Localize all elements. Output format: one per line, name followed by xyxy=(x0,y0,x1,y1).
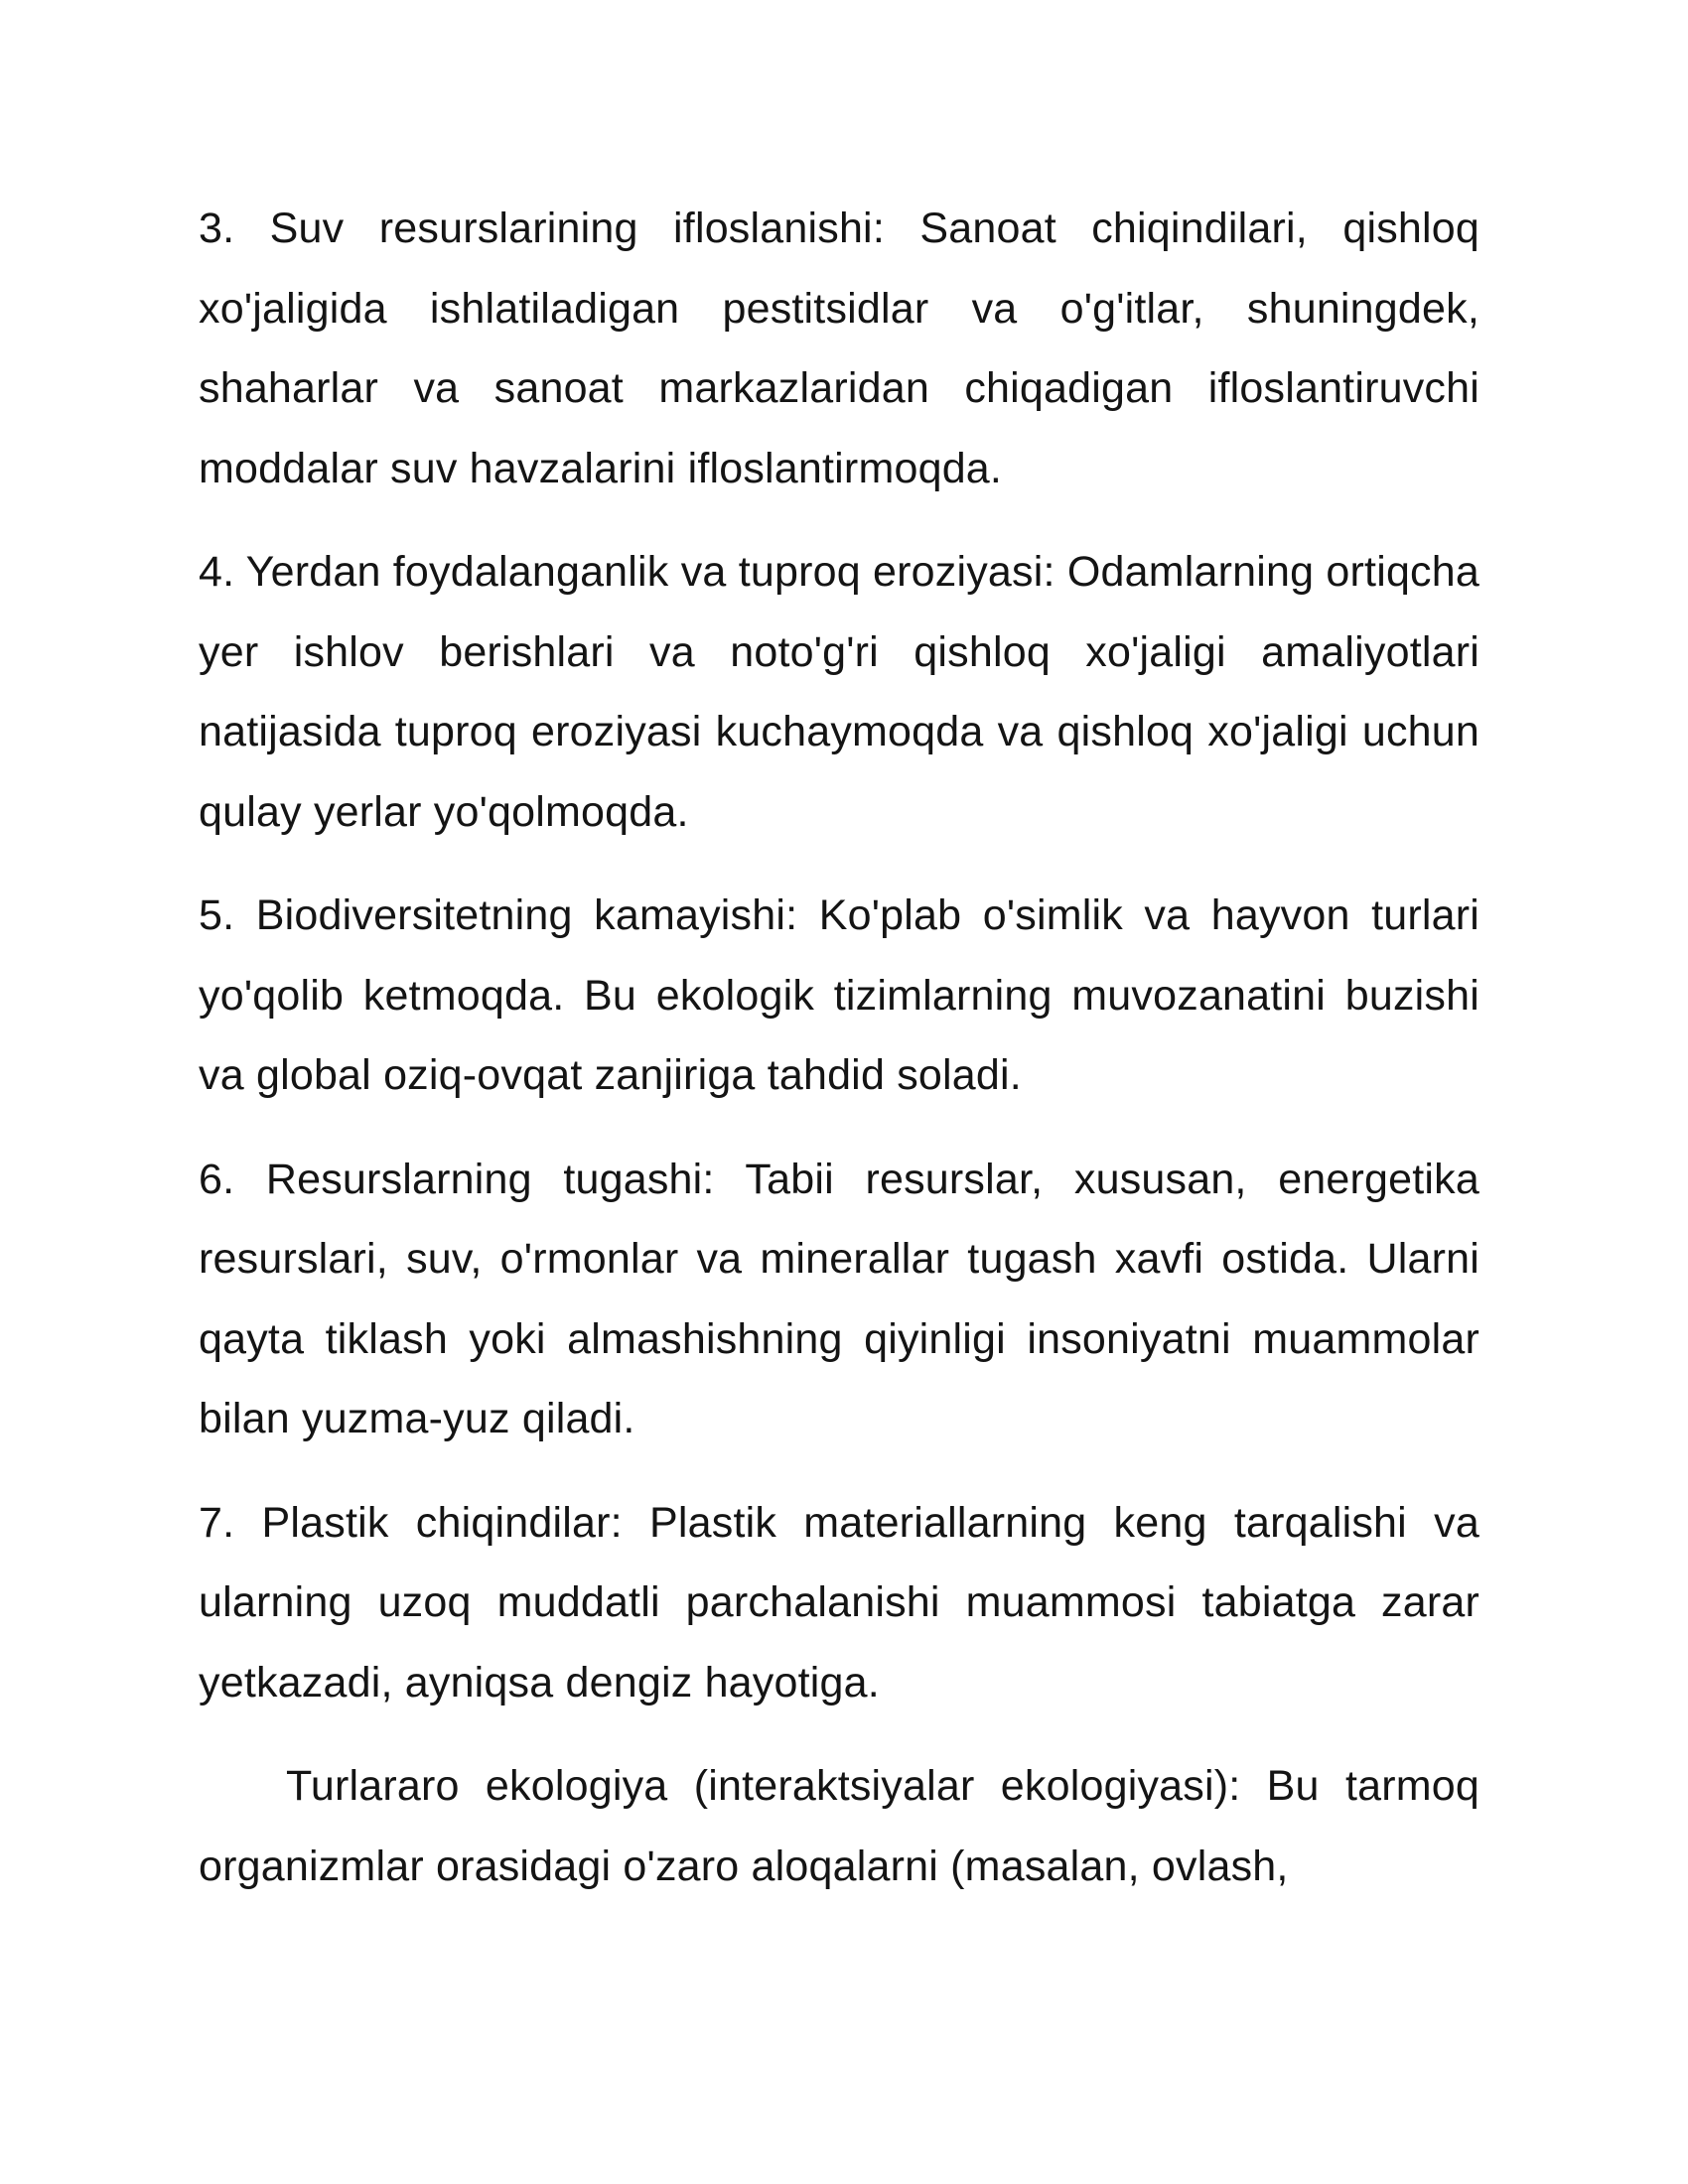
paragraph-resource-depletion: 6. Resurslarning tugashi: Tabii resurslar, xususan, energetika resurslari, suv, o'rmonlar va minerallar tugash xavfi ostida. Ularni qayta tiklash yoki almashishning qiyinligi insoniyatni muammolar bilan yuzma-yuz qiladi. xyxy=(199,1155,1479,1442)
paragraph-water-pollution: 3. Suv resurslarining ifloslanishi: Sanoat chiqindilari, qishloq xo'jaligida ishlatiladigan pestitsidlar va o'g'itlar, shuningdek, shaharlar va sanoat markazlaridan chiqadigan ifloslantiruvchi moddalar suv havzalarini ifloslantirmoqda. xyxy=(199,205,1479,492)
document-page xyxy=(199,189,1479,1930)
paragraph-biodiversity-loss: 5. Biodiversitetning kamayishi: Ko'plab o'simlik va hayvon turlari yo'qolib ketmoqda. Bu ekologik tizimlarning muvozanatini buzishi va global oziq-ovqat zanjiriga tahdid soladi. xyxy=(199,891,1479,1099)
paragraph-interspecies-ecology: Turlararo ekologiya (interaktsiyalar ekologiyasi): Bu tarmoq organizmlar orasidagi o'zaro aloqalarni (masalan, ovlash, xyxy=(199,1762,1479,1890)
paragraph-soil-erosion: 4. Yerdan foydalanganlik va tuproq eroziyasi: Odamlarning ortiqcha yer ishlov berishlari va noto'g'ri qishloq xo'jaligi amaliyotlari natijasida tuproq eroziyasi kuchaymoqda va qishloq xo'jaligi uchun qulay yerlar yo'qolmoqda. xyxy=(199,548,1479,836)
paragraph-plastic-waste: 7. Plastik chiqindilar: Plastik materiallarning keng tarqalishi va ularning uzoq muddatli parchalanishi muammosi tabiatga zarar yetkazadi, ayniqsa dengiz hayotiga. xyxy=(199,1498,1479,1706)
